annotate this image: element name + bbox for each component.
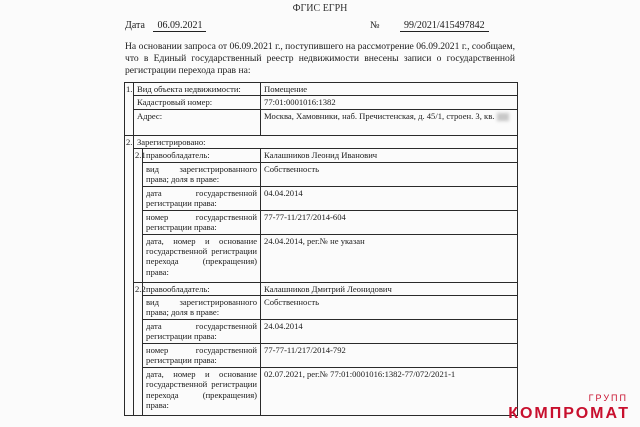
section-label: Зарегистрировано: [134, 135, 518, 148]
address-text: Москва, Хамовники, наб. Пречистенская, д. 45/1, строен. 3, кв. [264, 110, 495, 121]
row-value: Калашников Леонид Иванович [261, 149, 518, 162]
date-block [125, 20, 206, 31]
table-row [125, 135, 518, 148]
row-value: 77:01:0001016:1382 [261, 96, 518, 109]
table-row [125, 296, 518, 320]
row-label: Адрес: [134, 109, 261, 135]
table-row [125, 234, 518, 282]
row-label: дата, номер и основание государственной регистрации перехода (прекращения) права: [143, 368, 261, 416]
table-row [125, 162, 518, 186]
table-row [125, 109, 518, 135]
row-value: 24.04.2014 [261, 320, 518, 344]
row-value: Калашников Дмитрий Леонидович [261, 282, 518, 295]
watermark-logo [490, 393, 630, 423]
table-row [125, 83, 518, 96]
row-label: вид зарегистрированного права; доля в праве: [143, 162, 261, 186]
table-row [125, 149, 518, 162]
row-value: 04.04.2014 [261, 186, 518, 210]
section-number: 1. [125, 83, 134, 136]
watermark-large: КОМПРОМАТ [508, 405, 630, 422]
row-label: правообладатель: [143, 282, 261, 295]
table-row [125, 344, 518, 368]
row-label: дата, номер и основание государственной регистрации перехода (прекращения) права: [143, 234, 261, 282]
row-value: 02.07.2021, рег.№ 77:01:0001016:1382-77/072/2021-1 [261, 368, 518, 416]
row-value: 24.04.2014, рег.№ не указан [261, 234, 518, 282]
table-row [125, 320, 518, 344]
row-value: Собственность [261, 296, 518, 320]
holder-number: 2.2 [134, 282, 143, 415]
holder-number: 2.1 [134, 149, 143, 282]
table-row [125, 368, 518, 416]
page-title: ФГИС ЕГРН [292, 3, 348, 14]
watermark-small: ГРУПП [588, 393, 628, 403]
row-label: дата государственной регистрации права: [143, 320, 261, 344]
table-row [125, 210, 518, 234]
date-label: Дата [125, 20, 145, 31]
row-value: 77-77-11/217/2014-604 [261, 210, 518, 234]
date-value: 06.09.2021 [153, 20, 206, 32]
redacted-mark [497, 113, 509, 121]
row-label: дата государственной регистрации права: [143, 186, 261, 210]
table-row [125, 96, 518, 109]
row-label: номер государственной регистрации права: [143, 344, 261, 368]
number-block [370, 20, 489, 31]
row-label: номер государственной регистрации права: [143, 210, 261, 234]
intro-paragraph: На основании запроса от 06.09.2021 г., поступившего на рассмотрение 06.09.2021 г., сообщаем, что в Единый государственный реестр недвижимости внесены записи о государственной регистрации перехода прав на: [125, 41, 515, 76]
row-value: Помещение [261, 83, 518, 96]
number-label: № [370, 20, 380, 31]
row-value: 77-77-11/217/2014-792 [261, 344, 518, 368]
number-value: 99/2021/415497842 [400, 20, 489, 32]
row-label: Кадастровый номер: [134, 96, 261, 109]
row-value [261, 109, 518, 135]
row-label: вид зарегистрированного права; доля в праве: [143, 296, 261, 320]
table-row [125, 186, 518, 210]
registry-table [124, 82, 518, 416]
section-number: 2. [125, 135, 134, 415]
row-label: Вид объекта недвижимости: [134, 83, 261, 96]
row-label: правообладатель: [143, 149, 261, 162]
table-row [125, 282, 518, 295]
row-value: Собственность [261, 162, 518, 186]
